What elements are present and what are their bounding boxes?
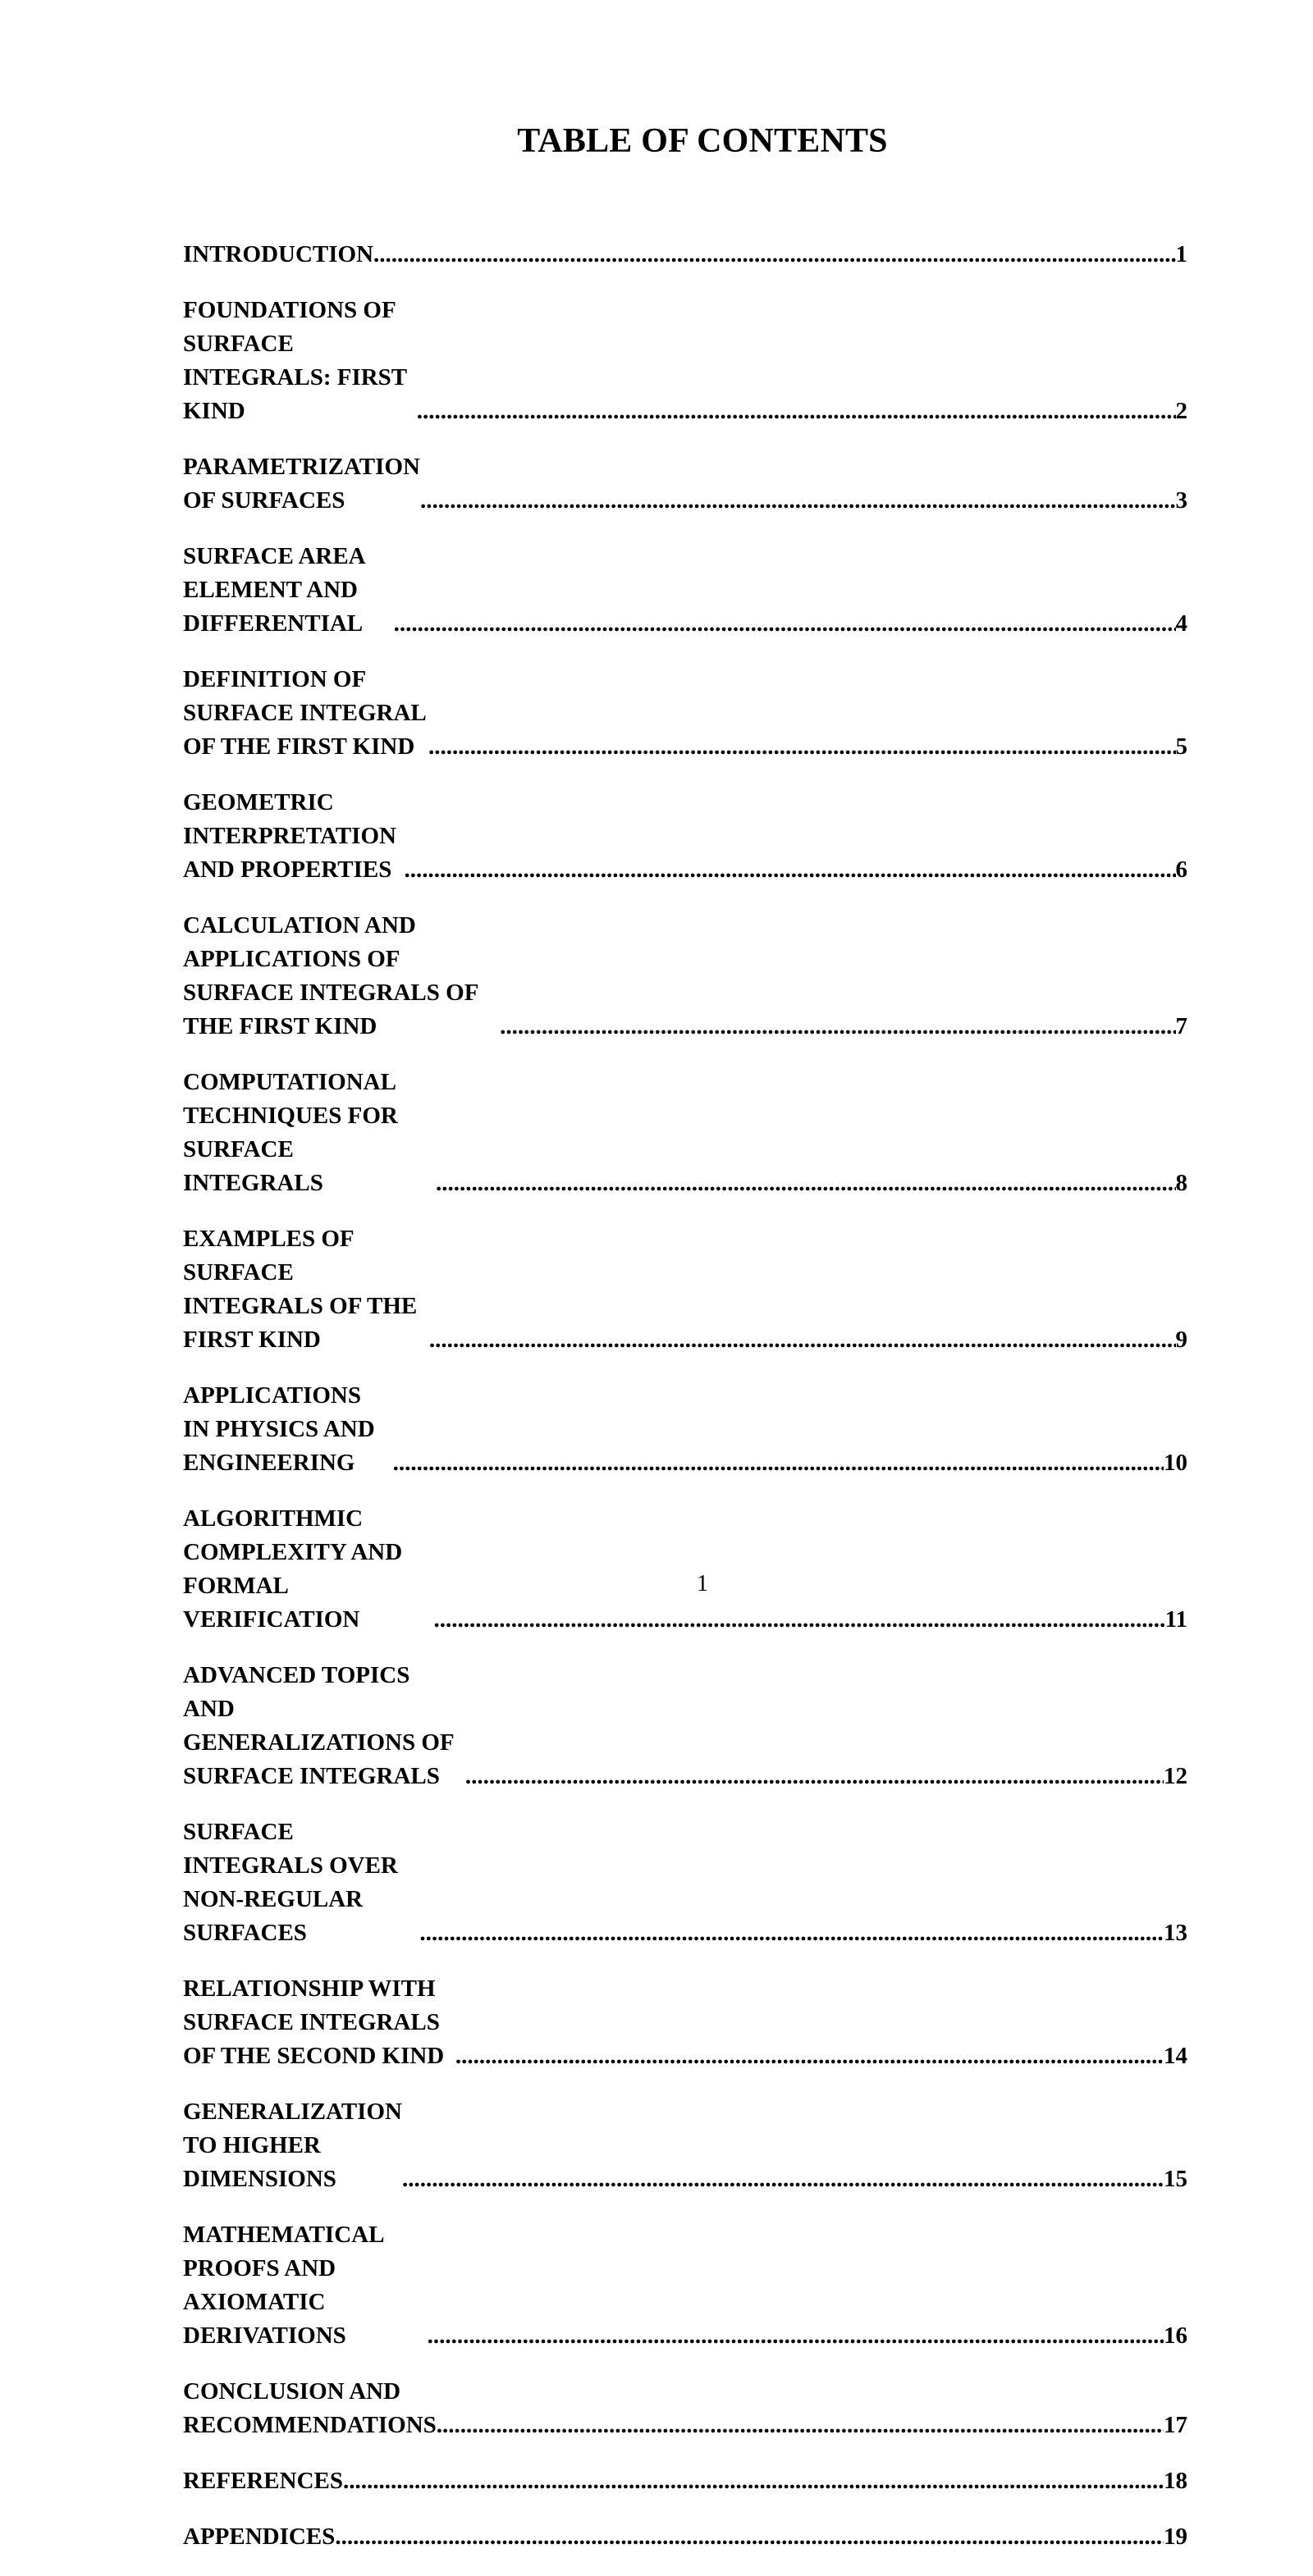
dot-leader	[434, 1603, 1165, 1637]
toc-list	[183, 238, 1187, 2576]
toc-entry[interactable]	[183, 663, 1187, 764]
toc-entry-page: 1	[1175, 241, 1187, 267]
dot-leader	[436, 1167, 1176, 1200]
page-title: TABLE OF CONTENTS	[517, 122, 888, 160]
toc-entry-page: 4	[1175, 610, 1187, 637]
toc-entry[interactable]	[183, 1222, 1187, 1357]
dot-leader	[373, 238, 1175, 272]
dot-leader	[393, 1446, 1164, 1480]
toc-entry[interactable]	[183, 1066, 1187, 1200]
dot-leader	[437, 2409, 1164, 2442]
toc-entry-label: APPENDICES	[183, 2523, 336, 2550]
dot-leader	[420, 484, 1176, 518]
toc-entry-page: 8	[1175, 1170, 1187, 1196]
toc-entry-page: 15	[1164, 2166, 1187, 2192]
toc-entry-page: 14	[1164, 2043, 1187, 2069]
dot-leader	[417, 395, 1176, 428]
toc-entry-label: CONCLUSION AND RECOMMENDATIONS	[183, 2378, 437, 2438]
toc-entry-page: 16	[1164, 2323, 1187, 2349]
toc-entry[interactable]	[183, 294, 1187, 428]
toc-entry-label: ALGORITHMIC COMPLEXITY AND FORMAL VERIFICATION	[183, 1505, 403, 1633]
dot-leader	[394, 607, 1176, 641]
toc-entry-label: MATHEMATICAL PROOFS AND AXIOMATIC DERIVATIONS	[183, 2222, 383, 2349]
dot-leader	[419, 1916, 1164, 1950]
dot-leader	[500, 1010, 1175, 1044]
dot-leader	[343, 2464, 1164, 2498]
toc-entry[interactable]	[183, 2464, 1187, 2498]
toc-entry[interactable]	[183, 1816, 1187, 1950]
toc-entry[interactable]	[183, 450, 1187, 518]
toc-entry-page: 17	[1164, 2412, 1187, 2438]
toc-entry-page: 11	[1164, 1606, 1187, 1633]
toc-entry-label: INTRODUCTION	[183, 241, 374, 267]
toc-entry[interactable]	[183, 909, 1187, 1044]
toc-entry-page: 6	[1175, 856, 1187, 883]
toc-entry[interactable]	[183, 1972, 1187, 2073]
toc-entry[interactable]	[183, 238, 1187, 272]
toc-entry-label: PARAMETRIZATION OF SURFACES	[183, 454, 420, 514]
toc-entry-page: 3	[1175, 487, 1187, 514]
toc-entry-label: EXAMPLES OF SURFACE INTEGRALS OF THE FIRST KIND	[183, 1226, 418, 1353]
dot-leader	[428, 2319, 1164, 2353]
toc-entry-page: 12	[1164, 1763, 1187, 1789]
toc-entry[interactable]	[183, 786, 1187, 887]
toc-entry-page: 18	[1164, 2468, 1187, 2494]
toc-entry-label: REFERENCES	[183, 2468, 343, 2494]
toc-entry-page: 9	[1175, 1327, 1187, 1353]
toc-entry[interactable]	[183, 1379, 1187, 1480]
toc-entry-page: 7	[1175, 1013, 1187, 1039]
toc-entry-page: 13	[1164, 1920, 1187, 1946]
toc-entry-label: SURFACE AREA ELEMENT AND DIFFERENTIAL	[183, 543, 365, 637]
dot-leader	[402, 2163, 1164, 2196]
toc-entry-label: RELATIONSHIP WITH SURFACE INTEGRALS OF THE SECOND KIND	[183, 1975, 445, 2069]
toc-entry-label: APPLICATIONS IN PHYSICS AND ENGINEERING	[183, 1382, 375, 1476]
toc-entry-page: 5	[1175, 733, 1187, 760]
dot-leader	[429, 1323, 1176, 1357]
toc-entry-page: 2	[1175, 398, 1187, 424]
toc-entry[interactable]	[183, 2095, 1187, 2196]
toc-entry-page: 10	[1164, 1450, 1187, 1476]
dot-leader	[428, 730, 1176, 764]
toc-entry-label: COMPUTATIONAL TECHNIQUES FOR SURFACE INTEGRALS	[183, 1069, 398, 1196]
toc-entry[interactable]	[183, 2520, 1187, 2554]
toc-entry-label: ADVANCED TOPICS AND GENERALIZATIONS OF SURFACE INTEGRALS	[183, 1662, 454, 1789]
toc-entry-label: DEFINITION OF SURFACE INTEGRAL OF THE FIRST KIND	[183, 666, 426, 760]
dot-leader	[455, 2039, 1164, 2073]
toc-entry-label: GEOMETRIC INTERPRETATION AND PROPERTIES	[183, 789, 396, 883]
page-number: 1	[697, 1571, 708, 1596]
toc-entry[interactable]	[183, 2375, 1187, 2442]
dot-leader	[465, 1760, 1164, 1793]
toc-entry-label: CALCULATION AND APPLICATIONS OF SURFACE INTEGRALS OF THE FIRST KIND	[183, 912, 478, 1039]
toc-entry[interactable]	[183, 540, 1187, 641]
toc-entry-page: 19	[1164, 2523, 1187, 2550]
toc-entry[interactable]	[183, 1502, 1187, 1637]
dot-leader	[335, 2520, 1164, 2554]
dot-leader	[405, 853, 1176, 887]
toc-entry-label: FOUNDATIONS OF SURFACE INTEGRALS: FIRST KIND	[183, 297, 407, 424]
toc-entry[interactable]	[183, 1659, 1187, 1793]
toc-entry[interactable]	[183, 2218, 1187, 2353]
toc-entry-label: GENERALIZATION TO HIGHER DIMENSIONS	[183, 2099, 402, 2192]
toc-entry-label: SURFACE INTEGRALS OVER NON-REGULAR SURFACES	[183, 1819, 398, 1946]
